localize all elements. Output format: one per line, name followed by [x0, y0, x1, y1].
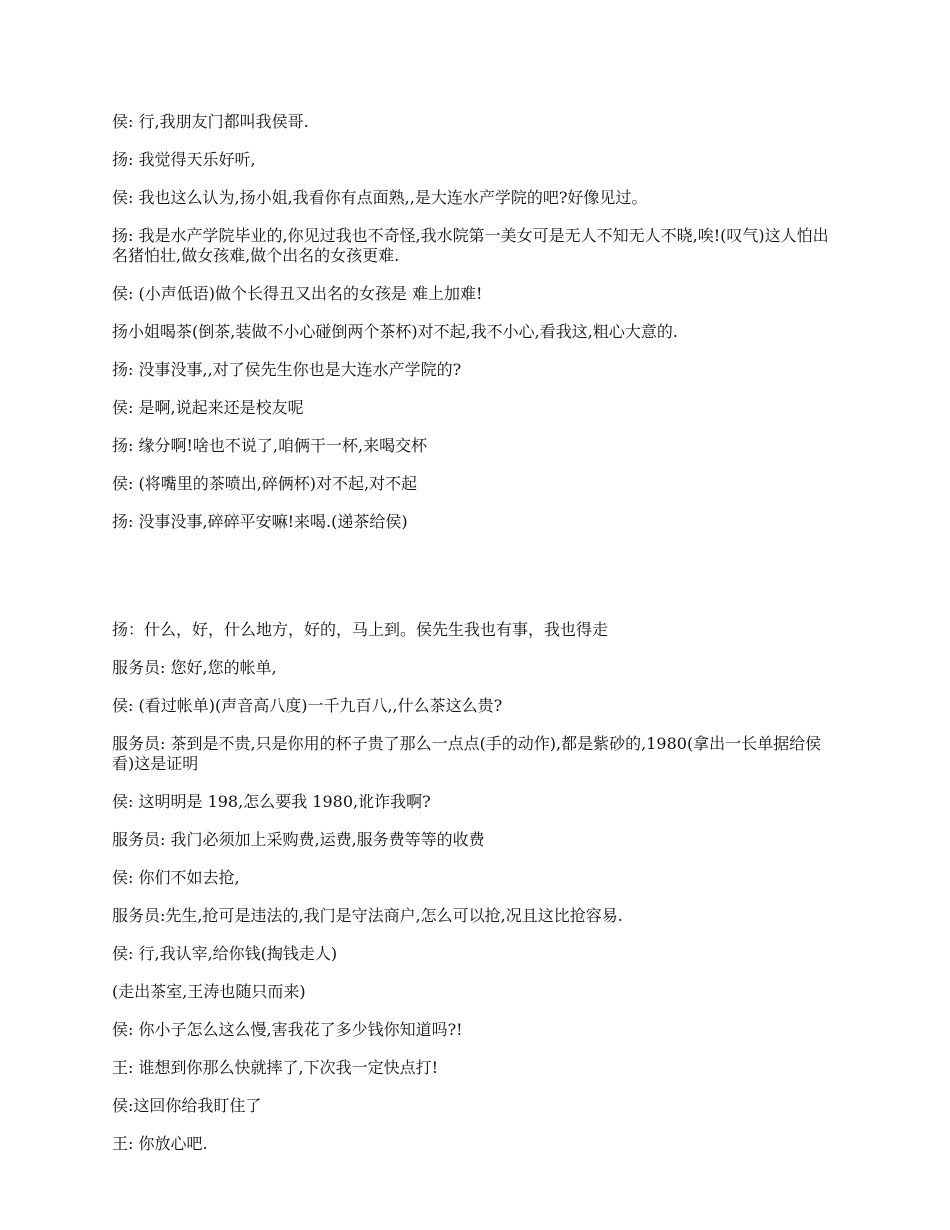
dialogue-line: 侯: 行,我认宰,给你钱(掏钱走人): [112, 944, 338, 963]
stage-direction-line: (走出茶室,王涛也随只而来): [112, 982, 306, 1001]
dialogue-line: 服务员: 您好,您的帐单,: [112, 658, 277, 677]
dialogue-line: 扬：什么，好，什么地方，好的，马上到。侯先生我也有事，我也得走: [112, 620, 609, 639]
dialogue-line: 扬: 缘分啊!啥也不说了,咱俩干一杯,来喝交杯: [112, 436, 428, 455]
dialogue-line: 侯: (将嘴里的茶喷出,碎俩杯)对不起,对不起: [112, 474, 418, 493]
dialogue-line: 侯: 这明明是 198,怎么要我 1980,讹诈我啊?: [112, 792, 431, 811]
section-gap: [112, 550, 838, 620]
dialogue-line: 扬: 我觉得天乐好听,: [112, 150, 256, 169]
dialogue-line: 侯: 我也这么认为,扬小姐,我看你有点面熟,,是大连水产学院的吧?好像见过。: [112, 188, 648, 207]
dialogue-line: 扬: 没事没事,,对了侯先生你也是大连水产学院的?: [112, 360, 462, 379]
dialogue-line: 侯: 行,我朋友门都叫我侯哥.: [112, 112, 309, 131]
dialogue-line: 侯:这回你给我盯住了: [112, 1096, 262, 1115]
dialogue-line: 王: 谁想到你那么快就摔了,下次我一定快点打!: [112, 1058, 438, 1077]
dialogue-line: 侯: 是啊,说起来还是校友呢: [112, 398, 304, 417]
dialogue-line: 服务员: 我门必须加上采购费,运费,服务费等等的收费: [112, 830, 485, 849]
dialogue-line: 侯: (看过帐单)(声音高八度)一千九百八,,什么茶这么贵?: [112, 696, 503, 715]
dialogue-line: 服务员:先生,抢可是违法的,我门是守法商户,怎么可以抢,况且这比抢容易.: [112, 906, 623, 925]
dialogue-line: 服务员: 茶到是不贵,只是你用的杯子贵了那么一点点(手的动作),都是紫砂的,1980(拿出一长单据给侯看)这是证明: [112, 734, 822, 773]
dialogue-line: 侯: 你们不如去抢,: [112, 868, 240, 887]
dialogue-line: 侯: (小声低语)做个长得丑又出名的女孩是 难上加难!: [112, 284, 483, 303]
stage-direction-line: 扬小姐喝茶(倒茶,装做不小心碰倒两个茶杯)对不起,我不小心,看我这,粗心大意的.: [112, 322, 678, 341]
dialogue-line: 扬: 我是水产学院毕业的,你见过我也不奇怪,我水院第一美女可是无人不知无人不晓,唉!(叹气)这人怕出名猪怕壮,做女孩难,做个出名的女孩更难.: [112, 226, 829, 265]
dialogue-line: 王: 你放心吧.: [112, 1134, 208, 1153]
dialogue-line: 扬: 没事没事,碎碎平安嘛!来喝.(递茶给侯): [112, 512, 408, 531]
dialogue-line: 侯: 你小子怎么这么慢,害我花了多少钱你知道吗?!: [112, 1020, 463, 1039]
